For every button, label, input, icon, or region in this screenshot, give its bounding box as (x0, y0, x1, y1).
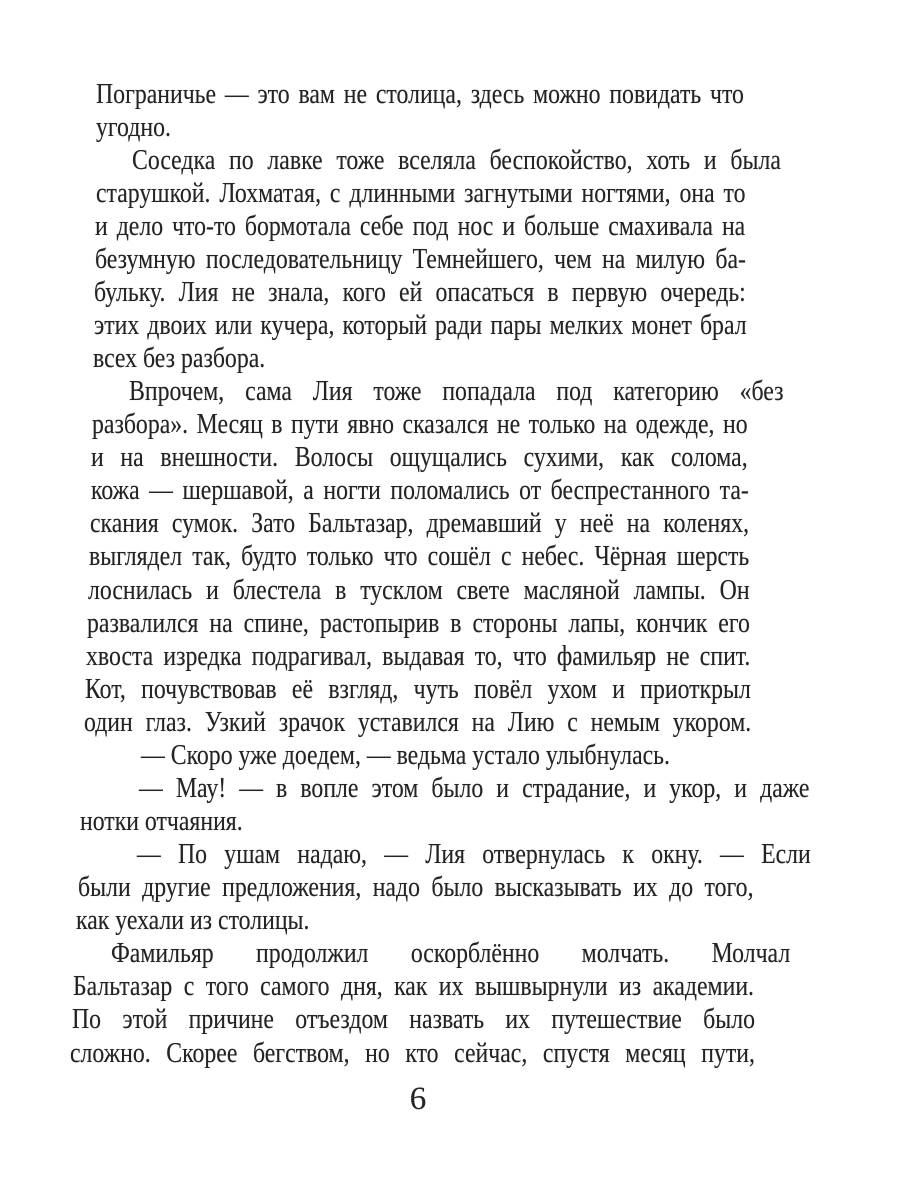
text-line: этих двоих или кучера, который ради пары мелких монет брал (93, 308, 747, 341)
text-line: скания сумок. Зато Бальтазар, дремавший у неё на коленях, (89, 507, 749, 540)
text-line: выглядел так, будто только что сошёл с небес. Чёрная шерсть (88, 540, 750, 573)
text-line: развалился на спине, растопырив в стороны лапы, кончик его (87, 606, 750, 639)
text-line: хвоста изредка подрагивал, выдавая то, что фамильяр не спит. (86, 639, 751, 672)
text-line: Кот, почувствовав её взгляд, чуть повёл ухом и приоткрыл (84, 672, 751, 705)
text-line: бульку. Лия не знала, кого ей опасаться в первую очередь: (94, 275, 747, 308)
text-line: кожа — шершавой, а ногти поломались от беспрестанного та- (90, 474, 749, 507)
text-line: Впрочем, сама Лия тоже попадала под категорию «без (128, 375, 784, 408)
text-line: нотки отчаяния. (80, 805, 243, 838)
text-line: — Скоро уже доедем, — ведьма устало улыбнулась. (140, 738, 670, 771)
text-line: — По ушам надаю, — Лия отвернулась к окну. — Если (136, 838, 811, 871)
text-line: старушкой. Лохматая, с длинными загнутыми ногтями, она то (95, 176, 746, 209)
text-line: всех без разбора. (93, 342, 266, 375)
text-line: безумную последовательницу Темнейшего, чем на милую ба- (94, 242, 746, 275)
text-line: лоснилась и блестела в тусклом свете масляной лампы. Он (88, 573, 750, 606)
text-line: Соседка по лавке тоже вселяла беспокойство, хоть и была (131, 143, 781, 176)
text-line: один глаз. Узкий зрачок уставился на Лию с немым укором. (83, 705, 752, 738)
text-line: Бальтазар с того самого дня, как их вышвырнули из академии. (73, 970, 755, 1003)
text-line: сложно. Скорее бегством, но кто сейчас, спустя месяц пути, (70, 1036, 755, 1069)
text-line: были другие предложения, надо было высказывать их до того, (77, 871, 754, 904)
text-line: как уехали из столицы. (76, 904, 310, 937)
text-line: Пограничье — это вам не столица, здесь можно повидать что (96, 77, 744, 110)
text-line: угодно. (95, 110, 171, 143)
text-line: Фамильяр продолжил оскорблённо молчать. Молчал (110, 937, 790, 970)
text-line: По этой причине отъездом назвать их путешествие было (71, 1003, 755, 1036)
text-line: разбора». Месяц в пути явно сказался не только на одежде, но (92, 408, 748, 441)
text-line: и на внешности. Волосы ощущались сухими, как солома, (91, 441, 749, 474)
text-line: — Мау! — в вопле этом было и страдание, и укор, и даже (139, 771, 810, 804)
page-number: 6 (409, 1081, 427, 1117)
text-line: и дело что-то бормотала себе под нос и больше смахивала на (95, 209, 746, 242)
